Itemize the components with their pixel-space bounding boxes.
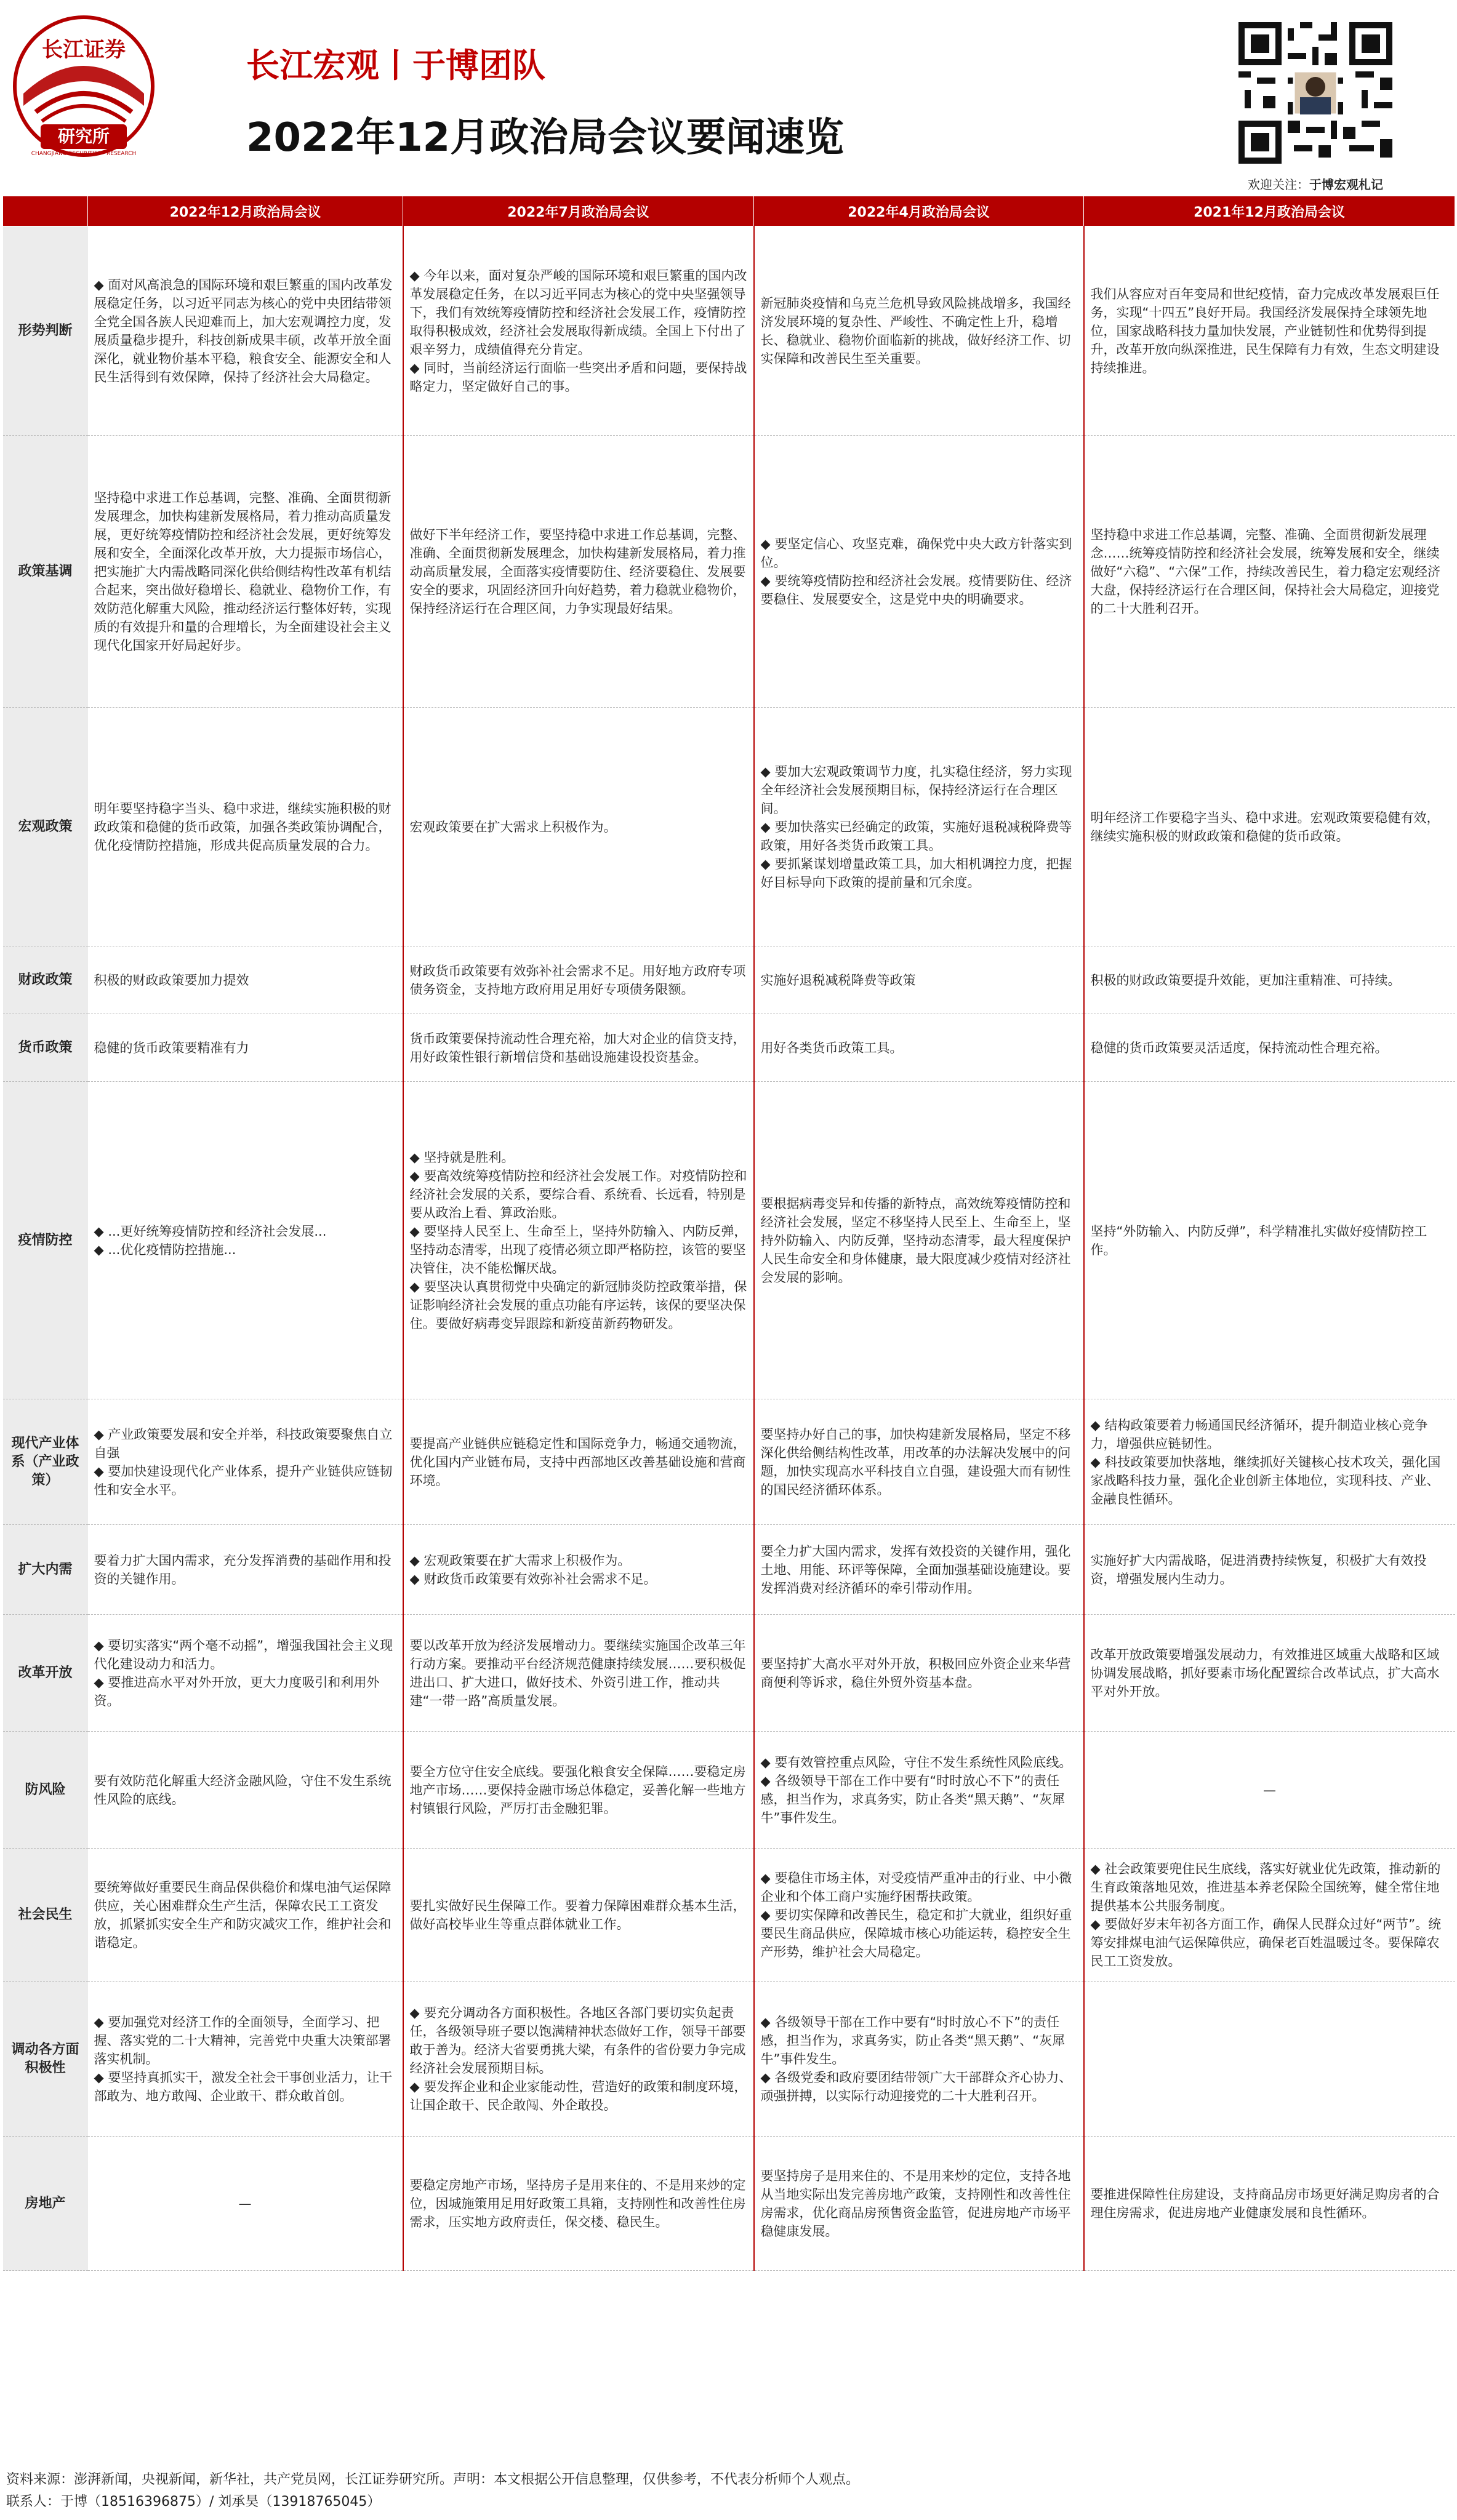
row-label: 形势判断 — [3, 226, 88, 436]
cell-text: ◆ 要加大宏观政策调节力度，扎实稳住经济，努力实现全年经济社会发展预期目标，保持经济运行在合理区间。 ◆ 要加快落实已经确定的政策，实施好退税减税降费等政策，用好各类货币政策工具。 ◆ 要抓紧谋划增量政策工具，加大相机调控力度，把握好目标导向下政策的提前量和冗余度。 — [760, 764, 1072, 890]
column-header: 2022年12月政治局会议 — [88, 196, 403, 226]
table-row — [3, 1399, 1455, 1525]
cell-text: — — [1263, 1782, 1276, 1798]
cell-text: 实施好扩大内需战略，促进消费持续恢复，积极扩大有效投资，增强发展内生动力。 — [1090, 1553, 1427, 1586]
table-cell — [1084, 1849, 1455, 1982]
table-cell — [403, 946, 754, 1014]
table-cell — [754, 1082, 1084, 1399]
cell-text: ◆ 今年以来，面对复杂严峻的国际环境和艰巨繁重的国内改革发展稳定任务，在以习近平同志为核心的党中央坚强领导下，我们有效统筹疫情防控和经济社会发展工作，疫情防控取得积极成效，经济社会发展取得新成绩。全国上下付出了艰辛努力，成绩值得充分肯定。 ◆ 同时，当前经济运行面临一些突出矛盾和问题，要保持战略定力，坚定做好自己的事。 — [409, 268, 747, 394]
table-cell — [88, 1082, 403, 1399]
table-cell — [1084, 1615, 1455, 1732]
svg-text:CHANGJIANG SECURITIES · RESEAR: CHANGJIANG SECURITIES · RESEARCH — [31, 151, 137, 157]
cell-text: 要坚持扩大高水平对外开放，积极回应外资企业来华营商便利等诉求，稳住外贸外资基本盘。 — [760, 1656, 1071, 1690]
table-cell — [88, 2137, 403, 2271]
row-label: 疫情防控 — [3, 1082, 88, 1399]
row-label: 扩大内需 — [3, 1525, 88, 1615]
table-cell — [754, 436, 1084, 708]
row-label: 现代产业体系（产业政策） — [3, 1399, 88, 1525]
cell-text: ◆ 要稳住市场主体，对受疫情严重冲击的行业、中小微企业和个体工商户实施纾困帮扶政策。 ◆ 要切实保障和改善民生，稳定和扩大就业，组织好重要民生商品供应，保障城市核心功能运转，稳控安全生产形势，维护社会大局稳定。 — [760, 1870, 1072, 1959]
row-label: 改革开放 — [3, 1615, 88, 1732]
cell-text: 积极的财政政策要提升效能，更加注重精准、可持续。 — [1090, 972, 1401, 988]
table-cell — [754, 1014, 1084, 1082]
table-row — [3, 2137, 1455, 2271]
table-header-row — [3, 196, 1455, 226]
comparison-table — [2, 196, 1455, 2271]
cell-text: ◆ 面对风高浪急的国际环境和艰巨繁重的国内改革发展稳定任务，以习近平同志为核心的党中央团结带领全党全国各族人民迎难而上，加大宏观调控力度，发展质量稳步提升，科技创新成果丰硕，改革开放全面深化，就业物价基本平稳，粮食安全、能源安全和人民生活得到有效保障，保持了经济社会大局稳定。 — [94, 277, 393, 385]
cell-text: 用好各类货币政策工具。 — [760, 1040, 903, 1055]
cell-text: ◆ 要切实落实“两个毫不动摇”，增强我国社会主义现代化建设动力和活力。 ◆ 要推进高水平对外开放，更大力度吸引和利用外资。 — [94, 1638, 393, 1708]
table-cell — [403, 1082, 754, 1399]
table-cell — [1084, 1525, 1455, 1615]
cell-text: ◆ 要充分调动各方面积极性。各地区各部门要切实负起责任，各级领导班子要以饱满精神状态做好工作，领导干部要敢于善为。经济大省要勇挑大梁，有条件的省份要力争完成经济社会发展预期目标。 ◆ 要发挥企业和企业家能动性，营造好的政策和制度环境，让国企敢干、民企敢闯、外企敢投。 — [409, 2005, 747, 2113]
cell-text: 要坚持房子是用来住的、不是用来炒的定位，支持各地从当地实际出发完善房地产政策，支持刚性和改善性住房需求，优化商品房预售资金监管，促进房地产市场平稳健康发展。 — [760, 2168, 1071, 2239]
cell-text: 要着力扩大国内需求，充分发挥消费的基础作用和投资的关键作用。 — [94, 1553, 391, 1586]
table-cell — [403, 1014, 754, 1082]
table-cell — [754, 1615, 1084, 1732]
table-cell — [1084, 2137, 1455, 2271]
cell-text: ◆ 宏观政策要在扩大需求上积极作为。 ◆ 财政货币政策要有效弥补社会需求不足。 — [409, 1553, 657, 1586]
table-cell — [403, 436, 754, 708]
table-cell — [88, 1615, 403, 1732]
table-cell — [88, 1525, 403, 1615]
cell-text: ◆ 结构政策要着力畅通国民经济循环，提升制造业核心竞争力，增强供应链韧性。 ◆ 科技政策要加快落地，继续抓好关键核心技术攻关，强化国家战略科技力量，强化企业创新主体地位，实现科技、产业、金融良性循环。 — [1090, 1417, 1441, 1506]
cell-text: 财政货币政策要有效弥补社会需求不足。用好地方政府专项债务资金，支持地方政府用足用好专项债务限额。 — [409, 963, 746, 997]
brand-line: 长江宏观丨于博团队 — [246, 46, 545, 85]
header — [0, 0, 1457, 196]
row-label: 调动各方面积极性 — [3, 1982, 88, 2137]
column-header: 2022年7月政治局会议 — [403, 196, 754, 226]
cell-text: 改革开放政策要增强发展动力，有效推进区域重大战略和区域协调发展战略，抓好要素市场化配置综合改革试点，扩大高水平对外开放。 — [1090, 1647, 1440, 1699]
row-label: 房地产 — [3, 2137, 88, 2271]
table-cell — [1084, 1732, 1455, 1849]
cell-text: 要提高产业链供应链稳定性和国际竞争力，畅通交通物流，优化国内产业链布局，支持中西部地区改善基础设施和营商环境。 — [409, 1436, 746, 1488]
table-cell — [88, 436, 403, 708]
table-cell — [88, 1982, 403, 2137]
table-row — [3, 1082, 1455, 1399]
cell-text: 要全力扩大国内需求，发挥有效投资的关键作用，强化土地、用能、环评等保障，全面加强基础设施建设。要发挥消费对经济循环的牵引带动作用。 — [760, 1543, 1071, 1596]
cell-text: ◆ 各级领导干部在工作中要有“时时放心不下”的责任感，担当作为，求真务实，防止各类“黑天鹅”、“灰犀牛”事件发生。 ◆ 各级党委和政府要团结带领广大干部群众齐心协力、顽强拼搏，以实际行动迎接党的二十大胜利召开。 — [760, 2014, 1072, 2103]
table-cell — [754, 1982, 1084, 2137]
table-cell — [1084, 1399, 1455, 1525]
table-cell — [403, 1399, 754, 1525]
contact-line: 联系人：于博（18516396875）/ 刘承昊（13918765045） — [6, 2494, 381, 2510]
cell-text: 货币政策要保持流动性合理充裕，加大对企业的信贷支持，用好政策性银行新增信贷和基础设施建设投资基金。 — [409, 1031, 746, 1065]
cell-text: 稳健的货币政策要精准有力 — [94, 1040, 249, 1055]
cell-text: ◆ 要坚定信心、攻坚克难，确保党中央大政方针落实到位。 ◆ 要统筹疫情防控和经济社会发展。疫情要防住、经济要稳住、发展要安全，这是党中央的明确要求。 — [760, 536, 1072, 607]
table-cell — [1084, 226, 1455, 436]
cell-text: — — [238, 2196, 252, 2211]
cell-text: 坚持“外防输入、内防反弹”，科学精准扎实做好疫情防控工作。 — [1090, 1223, 1427, 1257]
cell-text: 要全方位守住安全底线。要强化粮食安全保障……要稳定房地产市场……要保持金融市场总体稳定，妥善化解一些地方村镇银行风险，严厉打击金融犯罪。 — [409, 1764, 746, 1816]
table-cell — [88, 1399, 403, 1525]
table-cell — [754, 708, 1084, 946]
table-cell — [754, 1525, 1084, 1615]
table-cell — [1084, 1082, 1455, 1399]
table-cell — [1084, 1014, 1455, 1082]
row-label: 财政政策 — [3, 946, 88, 1014]
footer — [6, 2469, 859, 2513]
cell-text: 要根据病毒变异和传播的新特点，高效统筹疫情防控和经济社会发展，坚定不移坚持人民至上、生命至上，坚持外防输入、内防反弹，坚持动态清零，最大程度保护人民生命安全和身体健康，最大限度减少疫情对经济社会发展的影响。 — [760, 1196, 1071, 1285]
row-label: 社会民生 — [3, 1849, 88, 1982]
cell-text: 要以改革开放为经济发展增动力。要继续实施国企改革三年行动方案。要推动平台经济规范健康持续发展……要积极促进出口、扩大进口，做好技术、外资引进工作，推动共建“一带一路”高质量发展。 — [409, 1638, 746, 1708]
cell-text: ◆ 社会政策要兜住民生底线，落实好就业优先政策，推动新的生育政策落地见效，推进基本养老保险全国统筹，健全常住地提供基本公共服务制度。 ◆ 要做好岁末年初各方面工作，确保人民群众过好“两节”。统筹安排煤电油气运保障供应，确保老百姓温暖过冬。要保障农民工工资发放。 — [1090, 1861, 1442, 1969]
table-row — [3, 1615, 1455, 1732]
qr-code-icon[interactable] — [1238, 22, 1392, 164]
cell-text: 宏观政策要在扩大需求上积极作为。 — [409, 819, 617, 834]
table-cell — [88, 226, 403, 436]
table-cell — [403, 1525, 754, 1615]
table-row — [3, 1849, 1455, 1982]
table-row — [3, 946, 1455, 1014]
table-cell — [1084, 1982, 1455, 2137]
cell-text: 坚持稳中求进工作总基调，完整、准确、全面贯彻新发展理念，加快构建新发展格局，着力推动高质量发展，更好统筹疫情防控和经济社会发展，更好统筹发展和安全，全面深化改革开放，大力提振市场信心，把实施扩大内需战略同深化供给侧结构性改革有机结合起来，突出做好稳增长、稳就业、稳物价工作，有效防范化解重大风险，推动经济运行整体好转，实现质的有效提升和量的合理增长，为全面建设社会主义现代化国家开好局起好步。 — [94, 490, 391, 653]
table-cell — [88, 1849, 403, 1982]
svg-text:研究所: 研究所 — [57, 126, 110, 146]
table-cell — [754, 1732, 1084, 1849]
cell-text: 要扎实做好民生保障工作。要着力保障困难群众基本生活，做好高校毕业生等重点群体就业工作。 — [409, 1898, 746, 1932]
cell-text: 要推进保障性住房建设，支持商品房市场更好满足购房者的合理住房需求，促进房地产业健康发展和良性循环。 — [1090, 2186, 1440, 2220]
page-title: 2022年12月政治局会议要闻速览 — [246, 115, 845, 161]
row-label: 政策基调 — [3, 436, 88, 708]
table-cell — [403, 226, 754, 436]
table-cell — [403, 1615, 754, 1732]
table-row — [3, 1525, 1455, 1615]
table-row — [3, 226, 1455, 436]
table-cell — [403, 1849, 754, 1982]
cell-text: 要稳定房地产市场，坚持房子是用来住的、不是用来炒的定位，因城施策用足用好政策工具箱，支持刚性和改善性住房需求，压实地方政府责任，保交楼、稳民生。 — [409, 2177, 746, 2230]
table-cell — [754, 946, 1084, 1014]
cell-text: 稳健的货币政策要灵活适度，保持流动性合理充裕。 — [1090, 1040, 1388, 1055]
table-cell — [403, 1732, 754, 1849]
cell-text: 实施好退税减税降费等政策 — [760, 972, 916, 988]
table-row — [3, 436, 1455, 708]
corner-cell — [3, 196, 88, 226]
table-row — [3, 1014, 1455, 1082]
cell-text: ◆ 要加强党对经济工作的全面领导，全面学习、把握、落实党的二十大精神，完善党中央重大决策部署落实机制。 ◆ 要坚持真抓实干，激发全社会干事创业活力，让干部敢为、地方敢闯、企业敢干、群众敢首创。 — [94, 2014, 393, 2103]
row-label: 货币政策 — [3, 1014, 88, 1082]
follow-note: 欢迎关注：于博宏观札记 — [1248, 177, 1383, 192]
cell-text: ◆ 坚持就是胜利。 ◆ 要高效统筹疫情防控和经济社会发展工作。对疫情防控和经济社会发展的关系，要综合看、系统看、长远看，特别是要从政治上看、算政治账。 ◆ 要坚持人民至上、生命至上，坚持外防输入、内防反弹，坚持动态清零，出现了疫情必须立即严格防控，该管的要坚决管住，决不能松懈厌战。 ◆ 要坚决认真贯彻党中央确定的新冠肺炎防控政策举措，保证影响经济社会发展的重点功能有序运转，该保的要坚决保住。要做好病毒变异跟踪和新疫苗新药物研发。 — [409, 1150, 747, 1331]
table-cell — [754, 1849, 1084, 1982]
table-cell — [403, 708, 754, 946]
table-cell — [403, 2137, 754, 2271]
cell-text: 要坚持办好自己的事，加快构建新发展格局，坚定不移深化供给侧结构性改革，用改革的办法解决发展中的问题，加快实现高水平科技自立自强，建设强大而有韧性的国民经济循环体系。 — [760, 1426, 1071, 1497]
cell-text: 要有效防范化解重大经济金融风险，守住不发生系统性风险的底线。 — [94, 1773, 391, 1807]
cell-text: ◆ 产业政策要发展和安全并举，科技政策要聚焦自立自强 ◆ 要加快建设现代化产业体系，提升产业链供应链韧性和安全水平。 — [94, 1426, 393, 1497]
table-cell — [1084, 708, 1455, 946]
table-row — [3, 708, 1455, 946]
cell-text: 坚持稳中求进工作总基调，完整、准确、全面贯彻新发展理念……统筹疫情防控和经济社会发展，统筹发展和安全，继续做好“六稳”、“六保”工作，持续改善民生，着力稳定宏观经济大盘，保持经济运行在合理区间，保持社会大局稳定，迎接党的二十大胜利召开。 — [1090, 527, 1441, 616]
table-cell — [88, 946, 403, 1014]
row-label: 防风险 — [3, 1732, 88, 1849]
row-label: 宏观政策 — [3, 708, 88, 946]
column-header: 2022年4月政治局会议 — [754, 196, 1084, 226]
table-cell — [403, 1982, 754, 2137]
column-header: 2021年12月政治局会议 — [1084, 196, 1455, 226]
svg-text:长江证券: 长江证券 — [42, 38, 126, 62]
table-row — [3, 1982, 1455, 2137]
cell-text: 积极的财政政策要加力提效 — [94, 972, 249, 988]
cell-text: 我们从容应对百年变局和世纪疫情，奋力完成改革发展艰巨任务，实现“十四五”良好开局。我国经济发展保持全球领先地位，国家战略科技力量加快发展，产业链韧性和优势得到提升，改革开放向纵深推进，民生保障有力有效，生态文明建设持续推进。 — [1090, 286, 1440, 375]
cell-text: 做好下半年经济工作，要坚持稳中求进工作总基调，完整、准确、全面贯彻新发展理念，加快构建新发展格局，着力推动高质量发展，全面落实疫情要防住、经济要稳住、发展要安全的要求，巩固经济回升向好趋势，着力稳就业稳物价，保持经济运行在合理区间，力争实现最好结果。 — [409, 527, 746, 616]
table-cell — [754, 226, 1084, 436]
cell-text: ◆ 要有效管控重点风险，守住不发生系统性风险底线。 ◆ 各级领导干部在工作中要有“时时放心不下”的责任感，担当作为，求真务实，防止各类“黑天鹅”、“灰犀牛”事件发生。 — [760, 1754, 1072, 1825]
table-cell — [1084, 436, 1455, 708]
table-cell — [1084, 946, 1455, 1014]
source-note: 资料来源：澎湃新闻，央视新闻，新华社，共产党员网，长江证券研究所。声明：本文根据公开信息整理，仅供参考，不代表分析师个人观点。 — [6, 2472, 860, 2487]
cell-text: 新冠肺炎疫情和乌克兰危机导致风险挑战增多，我国经济发展环境的复杂性、严峻性、不确定性上升，稳增长、稳就业、稳物价面临新的挑战，做好经济工作、切实保障和改善民生至关重要。 — [760, 295, 1071, 366]
cell-text: 要统筹做好重要民生商品保供稳价和煤电油气运保障供应，关心困难群众生产生活，保障农民工工资发放，抓紧抓实安全生产和防灾减灾工作，维护社会和谐稳定。 — [94, 1879, 391, 1950]
table-cell — [88, 708, 403, 946]
changjiang-securities-logo — [11, 14, 156, 159]
table-cell — [754, 1399, 1084, 1525]
table-cell — [754, 2137, 1084, 2271]
cell-text: ◆ ...更好统筹疫情防控和经济社会发展... ◆ ...优化疫情防控措施... — [94, 1223, 327, 1257]
table-row — [3, 1732, 1455, 1849]
cell-text: 明年要坚持稳字当头、稳中求进，继续实施积极的财政政策和稳健的货币政策，加强各类政策协调配合，优化疫情防控措施，形成共促高质量发展的合力。 — [94, 801, 391, 853]
table-cell — [88, 1732, 403, 1849]
cell-text: 明年经济工作要稳字当头、稳中求进。宏观政策要稳健有效，继续实施积极的财政政策和稳健的货币政策。 — [1090, 810, 1440, 844]
table-cell — [88, 1014, 403, 1082]
